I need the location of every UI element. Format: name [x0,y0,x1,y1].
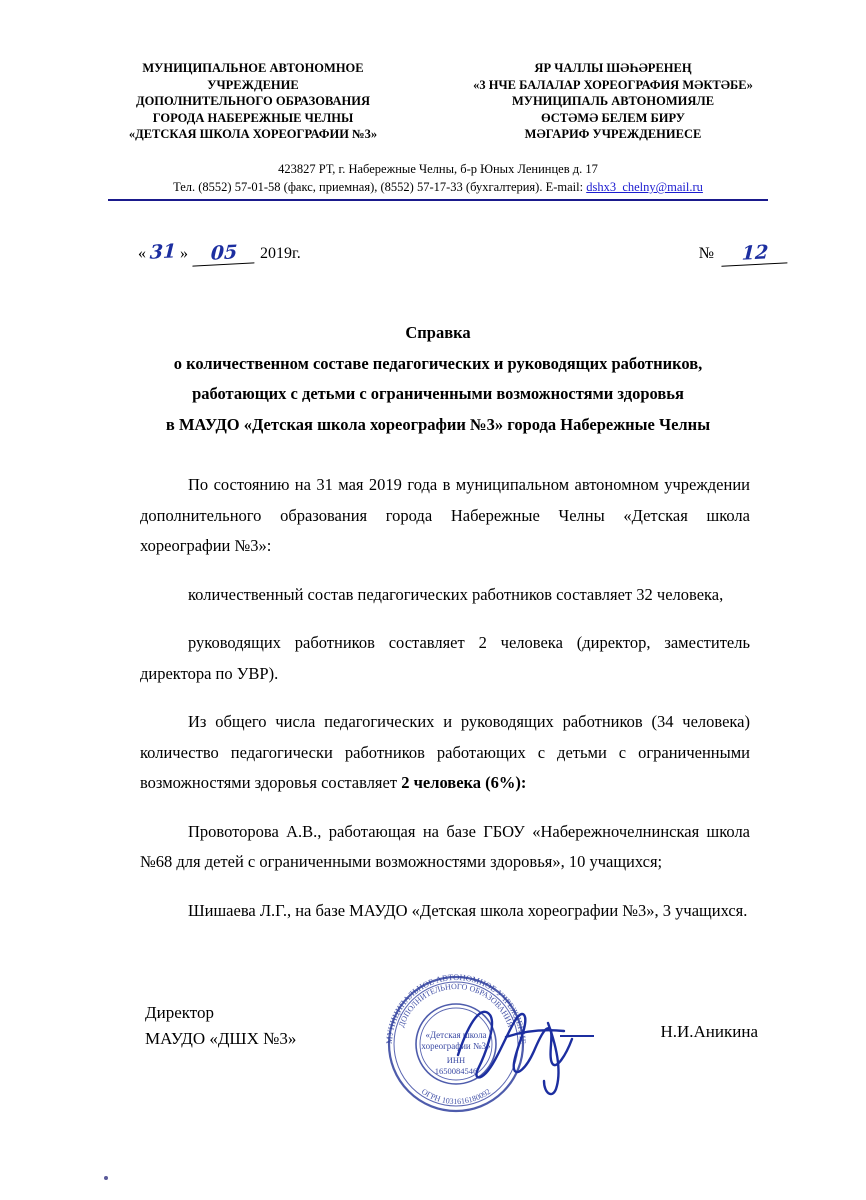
signature-name: Н.И.Аникина [660,1022,758,1041]
document-title-block [108,318,768,440]
letterhead-russian-line-2: УЧРЕЖДЕНИЕ [207,77,299,92]
address-phones: Тел. (8552) 57-01-58 (факс, приемная), (8552) 57-17-33 (бухгалтерия). E-mail: [173,180,587,195]
document-date [138,240,301,263]
letterhead-tatar-line-1: ЯР ЧАЛЛЫ ШӘҺӘРЕНЕҢ [534,61,692,75]
svg-text:ДОПОЛНИТЕЛЬНОГО ОБРАЗОВАНИЯ: ДОПОЛНИТЕЛЬНОГО ОБРАЗОВАНИЯ [396,981,516,1029]
paragraph-4 [140,707,750,799]
subtitle-line-3: в МАУДО «Детская школа хореографии №3» города Набережные Челны [165,414,711,434]
address-block [108,160,768,196]
subtitle-line-1: о количественном составе педагогических и руководящих работников, [173,353,703,373]
signature-dash [560,1035,594,1037]
number-value-handwritten: 12 [721,240,788,267]
letterhead-tatar-line-3: МУНИЦИПАЛЬ АВТОНОМИЯЛЕ [511,94,715,108]
signature-role [145,1000,296,1053]
date-year: 2019г. [260,245,301,262]
document-body [140,470,750,926]
letterhead-tatar-line-5: МӘГАРИФ УЧРЕЖДЕНИЕСЕ [524,127,702,141]
letterhead-russian-line-5: «ДЕТСКАЯ ШКОЛА ХОРЕОГРАФИИ №3» [128,127,378,141]
subtitle-line-2: работающих с детьми с ограниченными возможностями здоровья [192,384,684,404]
letterhead-russian-line-3: ДОПОЛНИТЕЛЬНОГО ОБРАЗОВАНИЯ [135,94,371,108]
svg-text:хореографии №3»: хореографии №3» [421,1041,491,1051]
address-line-1: 423827 РТ, г. Набережные Челны, б-р Юных Ленинцев д. 17 [278,162,598,176]
signature-role-line-1: Директор [145,1003,214,1022]
paragraph-6: Шишаева Л.Г., на базе МАУДО «Детская школа хореографии №3», 3 учащихся. [188,900,748,920]
letterhead-russian-line-1: МУНИЦИПАЛЬНОЕ АВТОНОМНОЕ [142,61,364,75]
svg-text:«Детская школа: «Детская школа [425,1030,487,1040]
signature-role-line-2: МАУДО «ДШХ №3» [145,1029,297,1049]
paragraph-3: руководящих работников составляет 2 человека (директор, заместитель директора по УВР). [140,633,750,683]
paragraph-5: Провоторова А.В., работающая на базе ГБОУ «Набережночелнинская школа №68 для детей с ограниченными возможностями здоровья», 10 учащихся; [140,821,750,872]
date-day-handwritten: 31 [149,240,177,264]
letterhead-tatar-line-4: ӨСТӘМӘ БЕЛЕМ БИРУ [541,110,685,125]
document-meta-row [108,240,788,274]
page-artifact-dot [104,1176,108,1180]
svg-text:ОГРН 1031616180092: ОГРН 1031616180092 [419,1086,493,1107]
header-divider [108,199,768,201]
svg-text:МУНИЦИПАЛЬНОЕ АВТОНОМНОЕ УЧРЕЖ: МУНИЦИПАЛЬНОЕ АВТОНОМНОЕ УЧРЕЖДЕНИЕ [383,971,529,1045]
paragraph-4-emphasis: 2 человека (6%): [401,773,527,793]
letterhead-russian-line-4: ГОРОДА НАБЕРЕЖНЫЕ ЧЕЛНЫ [152,110,354,125]
date-quote-open: « [138,245,146,262]
letterhead-tatar [458,60,768,143]
number-label: № [698,245,714,262]
letterhead-russian [108,60,398,143]
paragraph-4-prefix: Из общего числа педагогических и руководящих работников (34 человека) количество педагогически работников работающих с детьми с ограниченными возможностями здоровья составляет [140,712,750,793]
paragraph-1: По состоянию на 31 мая 2019 года в муниципальном автономном учреждении дополнительного образования города Набережные Челны «Детская школа хореографии №3»: [140,475,750,556]
address-line-2 [108,178,768,196]
svg-text:ИНН: ИНН [446,1055,466,1065]
date-quote-close: » [180,245,188,262]
paragraph-2: количественный состав педагогических работников составляет 32 человека, [188,584,724,604]
email-link[interactable]: dshx3_chelny@mail.ru [586,180,703,195]
document-number [699,240,788,263]
page-title: Справка [405,323,471,342]
letterhead-tatar-line-2: «3 НЧЕ БАЛАЛАР ХОРЕОГРАФИЯ МӘКТӘБЕ» [473,77,753,92]
svg-text:1650084546: 1650084546 [434,1066,478,1076]
date-month-handwritten: 05 [192,240,255,266]
handwritten-signature [452,985,612,1100]
letterhead [108,60,768,143]
